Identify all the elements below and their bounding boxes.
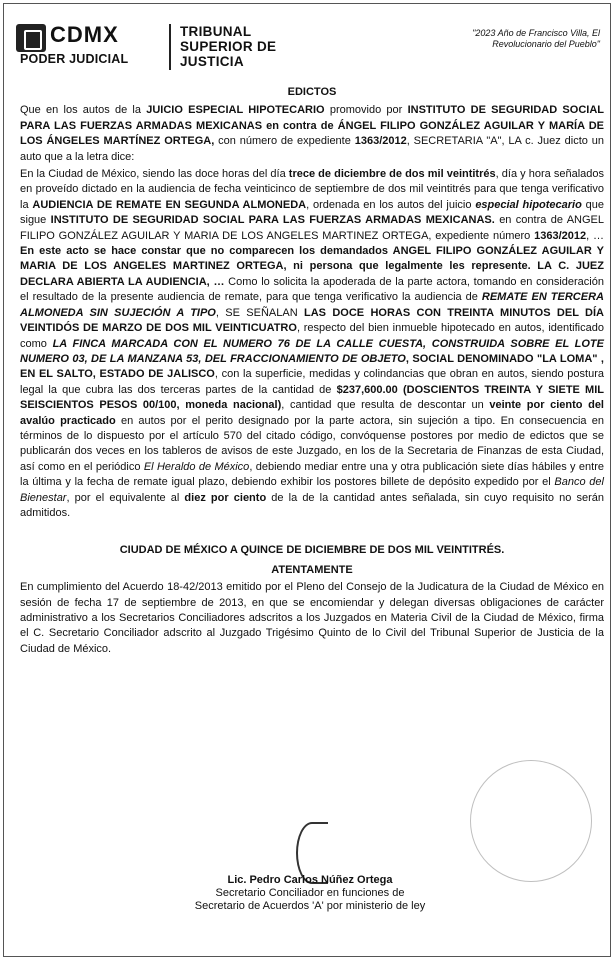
document-title: EDICTOS bbox=[287, 86, 337, 98]
text-run: que sigue bbox=[20, 198, 605, 227]
motto-line-1: "2023 Año de Francisco Villa, El bbox=[472, 28, 600, 38]
text-run-bold: LAS DOCE HORAS CON TREINTA MINUTOS DEL DÍA VEINTIDÓS DE MARZO DE DOS MIL VEINTICUATRO bbox=[20, 306, 604, 335]
text-run-bold: $237,600.00 (DOSCIENTOS TREINTA Y SIETE MIL SEISCIENTOS PESOS 00/100, moneda nacional) bbox=[20, 383, 604, 412]
text-run: , con la superficie, medidas y colindancias que obran en autos, siendo postura legal la que cubra las dos terceras partes de la cantidad de bbox=[20, 368, 604, 396]
tribunal-line-3: JUSTICIA bbox=[180, 54, 244, 69]
court-seal-stamp bbox=[470, 760, 592, 882]
date-line: CIUDAD DE MÉXICO A QUINCE DE DICIEMBRE DE DOS MIL VEINTITRÉS. bbox=[119, 544, 505, 557]
text-run-bold: INSTITUTO DE SEGURIDAD SOCIAL PARA LAS FUERZAS ARMADAS MEXICANAS en contra de ÁNGEL FILIPO GONZÁLEZ AGUILAR Y MARÍA DE LOS ÁNGELES MARTÍNEZ ORTEGA, bbox=[20, 104, 604, 148]
text-run-italic: El Heraldo de México bbox=[143, 460, 250, 473]
letterhead bbox=[14, 20, 604, 76]
signer-name: Lic. Pedro Carlos Núñez Ortega bbox=[227, 874, 393, 886]
text-run: , … bbox=[586, 229, 604, 242]
text-run-bold: INSTITUTO DE SEGURIDAD SOCIAL PARA LAS FUERZAS ARMADAS MEXICANAS. bbox=[50, 214, 495, 227]
text-run: en autos por el perito designado por la parte actora, sin sujeción a tipo. En consecuencia en términos de lo dispuesto por el artículo 570 del citado código, convóquense postores por medio de edictos que se publicarán dos veces en los tableros de avisos de este Juzgado, en los de la Secretaria de Finanzas de esta Ciudad, así como en el periódico bbox=[20, 414, 604, 473]
text-run-bold: trece de diciembre de dos mil veintitrés bbox=[288, 168, 496, 181]
cdmx-emblem-icon bbox=[16, 24, 46, 52]
text-run-bold: 1363/2012 bbox=[354, 135, 407, 148]
signer-role-2: Secretario de Acuerdos 'A' por ministerio de ley bbox=[194, 900, 426, 912]
text-run-bold-italic: REMATE EN TERCERA ALMONEDA SIN SUJECIÓN A TIPO bbox=[20, 291, 604, 319]
signer-role-1: Secretario Conciliador en funciones de bbox=[215, 887, 405, 899]
text-run: , cantidad que resulta de descontar un bbox=[281, 399, 490, 412]
signature-block bbox=[160, 874, 460, 913]
text-run-bold: , SOCIAL DENOMINADO "LA LOMA" , EN EL SALTO, ESTADO DE JALISCO bbox=[20, 352, 604, 381]
header-divider bbox=[169, 24, 171, 70]
main-paragraph bbox=[20, 167, 604, 521]
text-run-bold-italic: especial hipotecario bbox=[475, 198, 582, 211]
intro-paragraph bbox=[20, 103, 604, 165]
document-body bbox=[20, 85, 604, 657]
logo-subtitle: PODER JUDICIAL bbox=[20, 52, 129, 66]
text-run: , SECRETARIA "A", LA c. Juez dicto un auto que a la letra dice: bbox=[20, 135, 604, 163]
tribunal-line-1: TRIBUNAL bbox=[180, 24, 252, 39]
tribunal-name bbox=[180, 24, 276, 69]
text-run: , SE SEÑALAN bbox=[215, 306, 304, 319]
text-run: , debiendo mediar entre una y otra publicación siete días hábiles y entre la última y la fecha de remate igual plazo, debiendo exhibir los postores billete de depósito expedido por el bbox=[20, 460, 604, 489]
text-run: En la Ciudad de México, siendo las doce horas del día bbox=[20, 168, 289, 181]
text-run: , por el equivalente al bbox=[66, 491, 185, 504]
logo-text: CDMX bbox=[50, 22, 119, 47]
cdmx-logo bbox=[16, 22, 164, 72]
text-run-bold: En este acto se hace constar que no comparecen los demandados ANGEL FILIPO GONZÁLEZ AGUILAR Y MARIA DE LOS ANGELES MARTINEZ ORTEGA, ni persona que legalmente les represente. LA C. JUEZ DECLARA ABIERTA LA AUDIENCIA, … bbox=[20, 245, 604, 288]
text-run-italic: Banco del Bienestar bbox=[20, 476, 604, 504]
text-run: , ordenada en los autos del juicio bbox=[306, 198, 476, 211]
text-run: promovido por bbox=[324, 104, 408, 117]
text-run: con número de expediente bbox=[214, 135, 355, 148]
text-run-bold: AUDIENCIA DE REMATE EN SEGUNDA ALMONEDA bbox=[32, 198, 307, 211]
text-run: en contra de ANGEL FILIPO GONZÁLEZ AGUILAR Y MARIA DE LOS ANGELES MARTINEZ ORTEGA, expediente número bbox=[20, 214, 605, 242]
motto-line-2: Revolucionario del Pueblo" bbox=[492, 39, 600, 49]
atentamente-label: ATENTAMENTE bbox=[271, 563, 353, 576]
text-run: , respecto del bien inmueble hipotecado en autos, identificado como bbox=[20, 322, 604, 350]
year-motto bbox=[410, 28, 600, 50]
text-run-bold: JUICIO ESPECIAL HIPOTECARIO bbox=[146, 104, 325, 117]
text-run: Que en los autos de la bbox=[20, 104, 147, 117]
closing-paragraph: En cumplimiento del Acuerdo 18-42/2013 emitido por el Pleno del Consejo de la Judicatura de la Ciudad de México en sesión de fecha 17 de septiembre de 2013, en que se encomiendar y delegan diversas obligaciones de carácter administrativo a los Secretarios Conciliadores adscritos a los Juzgados en Materia Civil de la Ciudad de México, firma el C. Secretario Conciliador adscrito al Juzgado Trigésimo Quinto de lo Civil del Tribunal Superior de Justicia de la Ciudad de México. bbox=[20, 581, 604, 655]
text-run: , día y hora señalados en proveído dictado en la audiencia de fecha veinticinco de septiembre de dos mil veintitrés para que tenga verificativo la bbox=[20, 168, 604, 211]
text-run-bold: diez por ciento bbox=[184, 491, 267, 504]
text-run-bold: 1363/2012 bbox=[534, 229, 587, 242]
text-run-bold: veinte por ciento del avalúo practicado bbox=[20, 399, 604, 427]
text-run: de la de la cantidad antes señalada, sin cuyo requisito no serán admitidos. bbox=[20, 491, 604, 519]
text-run-bold-italic: LA FINCA MARCADA CON EL NUMERO 76 DE LA CALLE CUESTA, CONSTRUIDA SOBRE EL LOTE NUMERO 03, DE LA MANZANA 53, DEL FRACCIONAMIENTO DE OBJETO bbox=[20, 337, 604, 365]
tribunal-line-2: SUPERIOR DE bbox=[180, 39, 277, 54]
text-run: Como lo solicita la apoderada de la parte actora, tomando en consideración el resultado de la presente audiencia de remate, para que tenga verificativo la audiencia de bbox=[20, 275, 604, 304]
